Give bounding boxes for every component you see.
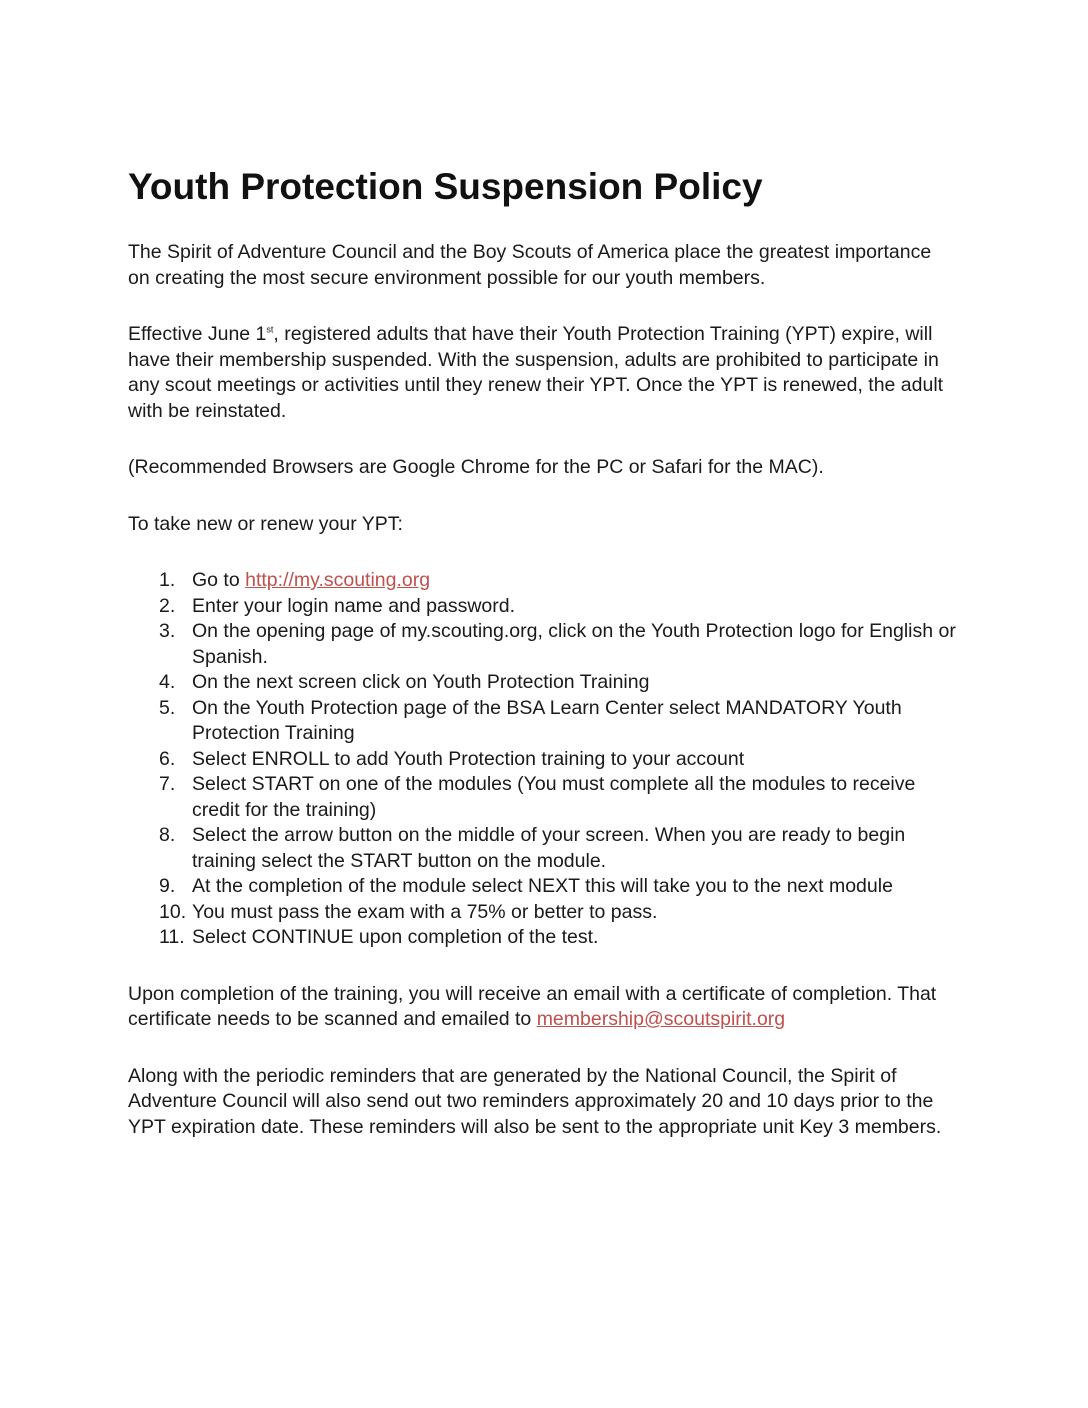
list-item <box>128 823 958 874</box>
step-text: Select START on one of the modules (You must complete all the modules to receive credit for the training) <box>192 773 916 821</box>
completion-paragraph <box>128 982 958 1033</box>
list-item <box>128 670 958 696</box>
step-text: You must pass the exam with a 75% or better to pass. <box>192 900 658 923</box>
step-text: Go to <box>192 569 246 591</box>
step-number: 9. <box>159 875 176 897</box>
list-item <box>128 874 958 900</box>
step-number: 10. <box>159 900 187 923</box>
step-text: Select ENROLL to add Youth Protection training to your account <box>192 747 745 770</box>
my-scouting-link[interactable]: http://my.scouting.org <box>245 569 431 591</box>
step-number: 2. <box>159 594 176 617</box>
step-text: On the Youth Protection page of the BSA Learn Center select MANDATORY Youth Protection Training <box>192 696 902 744</box>
step-number: 11. <box>159 926 185 948</box>
list-item <box>128 696 958 747</box>
page-title: Youth Protection Suspension Policy <box>128 166 763 207</box>
step-number: 3. <box>159 620 176 642</box>
steps-intro: To take new or renew your YPT: <box>128 512 403 535</box>
membership-email-link[interactable]: membership@scoutspirit.org <box>536 1008 786 1030</box>
list-item <box>128 619 958 670</box>
step-number: 1. <box>159 569 176 591</box>
effective-date-paragraph <box>128 322 958 424</box>
reminders-paragraph: Along with the periodic reminders that are generated by the National Council, the Spirit of Adventure Council will also send out two reminders approximately 20 and 10 days prior to the YPT expiration date. These reminders will also be sent to the appropriate unit Key 3 members. <box>128 1064 942 1138</box>
step-number: 8. <box>159 824 176 846</box>
document-page <box>128 160 958 1171</box>
steps-list <box>128 568 958 951</box>
suspension-text: , registered adults that have their Youth Protection Training (YPT) expire, will have their membership suspended. With the suspension, adults are prohibited to participate in any scout meetings or activities until they renew their YPT. Once the YPT is renewed, the adult with be reinstated. <box>128 323 944 422</box>
step-text: Select the arrow button on the middle of your screen. When you are ready to begin training select the START button on the module. <box>192 824 906 872</box>
step-number: 4. <box>159 671 176 693</box>
browser-recommendation: (Recommended Browsers are Google Chrome for the PC or Safari for the MAC). <box>128 456 824 478</box>
step-text: On the next screen click on Youth Protection Training <box>192 671 650 693</box>
step-number: 7. <box>159 773 176 795</box>
list-item <box>128 594 958 620</box>
step-number: 6. <box>159 747 176 770</box>
step-number: 5. <box>159 696 176 719</box>
list-item <box>128 900 958 926</box>
list-item <box>128 925 958 951</box>
effective-date-text: Effective June 1 <box>128 323 267 345</box>
step-text: On the opening page of my.scouting.org, click on the Youth Protection logo for English or Spanish. <box>192 620 956 668</box>
step-text: Enter your login name and password. <box>192 594 516 617</box>
completion-text: Upon completion of the training, you will receive an email with a certificate of completion. That certificate needs to be scanned and emailed to <box>128 982 937 1030</box>
list-item <box>128 747 958 773</box>
intro-paragraph: The Spirit of Adventure Council and the Boy Scouts of America place the greatest importance on creating the most secure environment possible for our youth members. <box>128 241 932 289</box>
list-item <box>128 568 958 594</box>
list-item <box>128 772 958 823</box>
ordinal-suffix: st <box>266 324 274 335</box>
step-text: At the completion of the module select NEXT this will take you to the next module <box>192 875 893 897</box>
step-text: Select CONTINUE upon completion of the test. <box>192 926 599 948</box>
